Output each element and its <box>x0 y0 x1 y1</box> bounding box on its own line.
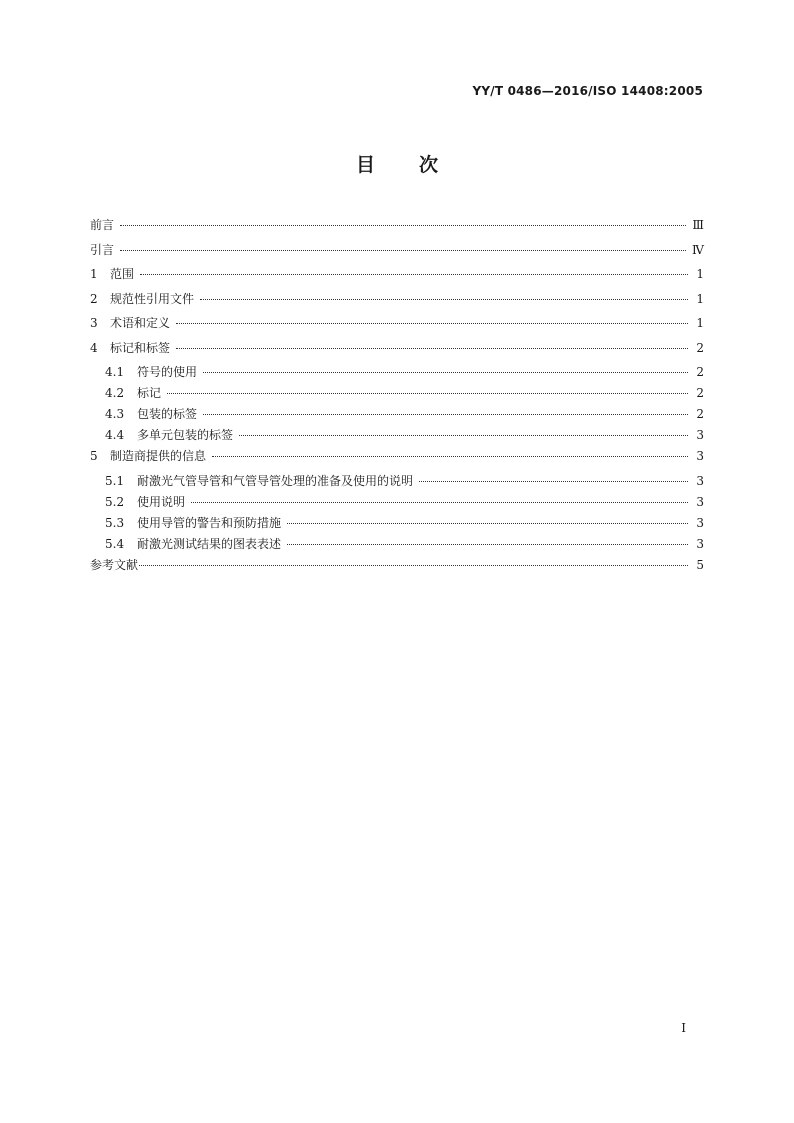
toc-page: 1 <box>696 291 704 306</box>
page-title <box>0 150 794 177</box>
title-char-2: 次 <box>419 154 439 176</box>
toc-label: 引言 <box>90 242 115 257</box>
toc-page: 3 <box>696 449 704 463</box>
toc-label: 耐激光测试结果的图表表述 <box>137 536 282 551</box>
toc-entry-4-4[interactable] <box>90 426 704 447</box>
toc-leader <box>287 544 688 545</box>
toc-entry-5-2[interactable] <box>90 493 704 514</box>
toc-leader <box>239 435 688 436</box>
toc-page: 3 <box>696 428 704 442</box>
toc-label: 使用说明 <box>137 494 186 509</box>
toc-entry-2[interactable] <box>90 290 704 315</box>
toc-label: 范围 <box>110 267 135 281</box>
toc-label: 标记 <box>137 386 162 400</box>
toc-page: Ⅳ <box>692 242 704 257</box>
toc-leader <box>203 372 688 373</box>
toc-entry-4-1[interactable] <box>90 363 704 384</box>
toc-entry-5[interactable] <box>90 447 704 472</box>
toc-entry-5-3[interactable] <box>90 514 704 535</box>
toc-label: 使用导管的警告和预防措施 <box>137 515 282 530</box>
toc-leader <box>203 414 688 415</box>
toc-number: 5 <box>90 449 98 463</box>
toc-label: 多单元包装的标签 <box>137 428 234 442</box>
toc-page: 3 <box>696 515 704 530</box>
toc-label: 前言 <box>90 218 115 232</box>
toc-entry-1[interactable] <box>90 265 704 290</box>
toc-entry-bibliography[interactable] <box>90 556 704 577</box>
toc-entry-introduction[interactable] <box>90 241 704 266</box>
toc-page: Ⅲ <box>692 218 704 232</box>
toc-number: 5.4 <box>105 536 125 551</box>
toc-label: 标记和标签 <box>110 340 171 355</box>
toc-page: 3 <box>696 494 704 509</box>
toc-leader <box>139 565 688 566</box>
toc-number: 5.3 <box>105 515 125 530</box>
toc-entry-4[interactable] <box>90 339 704 364</box>
toc-page: 1 <box>696 316 704 330</box>
toc-entry-5-1[interactable] <box>90 472 704 493</box>
title-char-1: 目 <box>355 154 375 176</box>
toc-label: 参考文献 <box>90 557 139 572</box>
toc-page: 5 <box>696 557 704 572</box>
toc-entry-4-3[interactable] <box>90 405 704 426</box>
toc-number: 4 <box>90 340 98 355</box>
toc-page: 3 <box>696 536 704 551</box>
toc-leader <box>176 348 688 349</box>
toc-number: 2 <box>90 291 98 306</box>
toc-leader <box>212 456 688 457</box>
toc-leader <box>176 323 688 324</box>
table-of-contents <box>90 216 704 577</box>
toc-page: 3 <box>696 473 704 488</box>
toc-number: 3 <box>90 316 98 330</box>
toc-leader <box>140 274 688 275</box>
toc-number: 1 <box>90 267 98 281</box>
toc-label: 耐激光气管导管和气管导管处理的准备及使用的说明 <box>137 473 414 488</box>
toc-leader <box>287 523 688 524</box>
toc-number: 4.1 <box>105 365 125 379</box>
toc-number: 5.1 <box>105 473 125 488</box>
toc-number: 5.2 <box>105 494 125 509</box>
toc-label: 制造商提供的信息 <box>110 449 207 463</box>
toc-entry-3[interactable] <box>90 314 704 339</box>
toc-number: 4.4 <box>105 428 125 442</box>
toc-leader <box>120 225 686 226</box>
toc-page: 2 <box>696 386 704 400</box>
toc-entry-4-2[interactable] <box>90 384 704 405</box>
toc-number: 4.2 <box>105 386 125 400</box>
toc-label: 术语和定义 <box>110 316 171 330</box>
toc-leader <box>200 299 688 300</box>
toc-label: 规范性引用文件 <box>110 291 195 306</box>
toc-page: 2 <box>696 407 704 421</box>
standard-code: YY/T 0486—2016/ISO 14408:2005 <box>472 84 703 98</box>
toc-page: 1 <box>696 267 704 281</box>
toc-label: 符号的使用 <box>137 365 198 379</box>
toc-label: 包装的标签 <box>137 407 198 421</box>
toc-page: 2 <box>696 365 704 379</box>
toc-page: 2 <box>696 340 704 355</box>
toc-leader <box>167 393 688 394</box>
toc-entry-foreword[interactable] <box>90 216 704 241</box>
toc-leader <box>419 481 688 482</box>
toc-entry-5-4[interactable] <box>90 535 704 556</box>
toc-leader <box>191 502 688 503</box>
toc-number: 4.3 <box>105 407 125 421</box>
page-number: I <box>681 1021 686 1035</box>
toc-leader <box>120 250 686 251</box>
